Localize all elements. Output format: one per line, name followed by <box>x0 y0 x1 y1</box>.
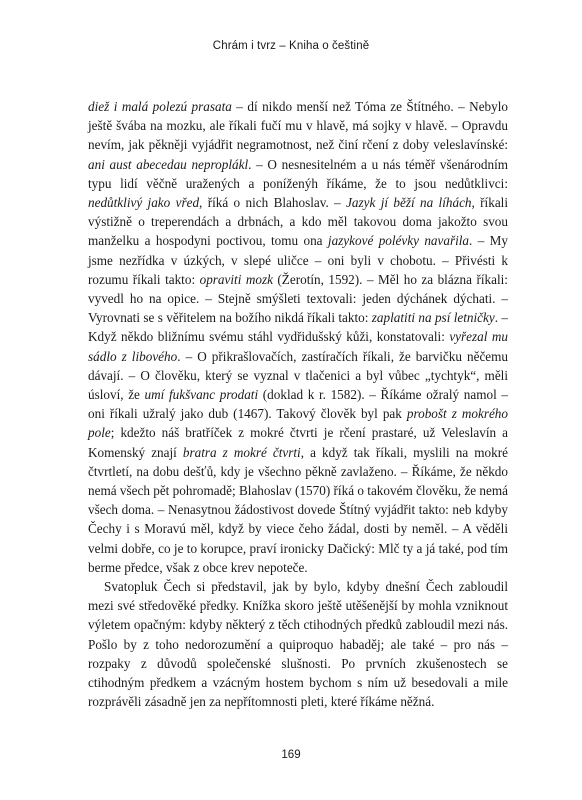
body-text <box>88 97 508 712</box>
text-run: . – O přikrašlovačích, zastírаčích říkali, že barvičku něčemu dávají. – O člověku, který se vyznal v tlačenici a byl vůbec „tychtyk“, měli úsloví, že <box>88 348 508 403</box>
text-run: Svatopluk Čech si představil, jak by bylo, kdyby dnešní Čech zabloudil mezi své středověké předky. Knížka skoro ještě utěšenější by mohla vzniknout výletem opačným: kdyby některý z těch ctihodných předků zabloudil mezi nás. Pošlo by z toho nedorozumění a quiproquo habaděj; ale také – pro nás – rozpaky z důvodů společenské slušnosti. Po prvních zkušenostech se ctihodným předkem a vzácným hostem bychom s ním už besedovali a mile rozprávěli zásadně jen za nepřítomnosti pleti, které říkáme něžná. <box>88 579 508 710</box>
italic-phrase: vyřezal mu sádlo z libového <box>88 329 508 364</box>
text-run: . – My jsme nezřídka v úzkých, v slepé uličce – oni byli v chobotu. – Přivésti k rozumu říkali takto: <box>88 233 508 287</box>
text-run: ; kdežto náš bratříček z mokré čtvrti je rčení prastaré, už Veleslavín a Komenský znají <box>88 425 508 460</box>
italic-phrase: nedůtklivý jako vřed <box>88 195 200 211</box>
italic-phrase: ani aust abecedau neproplákl <box>88 156 249 172</box>
paragraph-2 <box>88 577 508 711</box>
text-run: (doklad k r. 1582). – Říkáme ožralý namol – oni říkali užralý jako dub (1467). Takový člověk byl pak <box>88 387 508 422</box>
italic-phrase: Jazyk jí běží na líhách <box>346 195 472 211</box>
paragraph-1 <box>88 97 508 577</box>
italic-phrase: zaplatiti na psí letničky <box>371 310 495 326</box>
text-run: , říká o nich Blahoslav. – <box>199 195 347 211</box>
text-run: (Žerotín, 1592). – Měl ho za blázna říkali: vyvedl ho na opice. – Stejně smýšleti textovali: jeden dýchánek dýchati. – Vyrovnati se s věřitelem na božího nikdá říkali takto: <box>88 271 508 326</box>
text-run: – dí nikdo menší než Tóma ze Štítného. – Nebylo ještě švába na mozku, ale říkali fučí mu v hlavě, má sojky v hlavě. – Opravdu nevím, jak pěkněji vyjádřit negramotnost, než činí rčení z doby veleslavínské: <box>88 99 509 153</box>
text-run: , říkali výstižně o treperendách a drbnách, a kdo měl takovou doma jakožto svou manželku a hospodyni poctivou, tomu ona <box>88 195 508 249</box>
italic-phrase: probošt z mokrého pole <box>88 406 508 441</box>
running-title: Chrám i tvrz – Kniha o češtině <box>212 40 370 52</box>
italic-phrase: bratra z mokré čtvrti <box>182 444 301 460</box>
text-run: , a když tak říkali, myslili na mokré čtvrtletí, na dobu dešťů, kdy je všechno pěkně zavlaženo. – Říkáme, že někdo nemá všech pět pohromadě; Blahoslav (1570) říká o takovém člověku, že nemá všech doma. – Nenasytnou žádostivost dovede Štítný vyjádřit takto: neb kdyby Čechy i s Moravú měl, když by viece čeho žádal, dosti by neměl. – A věděli velmi dobře, co je to korupce, praví ironicky Dačický: Mlč ty a já také, pod tím berme předce, však z obce krev nepoteče. <box>88 444 508 575</box>
text-run: . – Když někdo bližnímu svému stáhl vydřidušský kůži, konstatovali: <box>88 310 508 345</box>
italic-phrase: diež i malá polezú prasata <box>88 99 232 114</box>
italic-phrase: jazykové polévky navařila <box>327 233 470 249</box>
italic-phrase: umí fukšvanc prodati <box>144 387 259 403</box>
text-run: . – O nesnesitelném a u nás téměř všenárodním typu lidí věčně uražených a poníženýh říkáme, že to jsou nedůtklivci: <box>88 156 508 191</box>
italic-phrase: opraviti mozk <box>199 271 273 287</box>
page-number: 169 <box>281 749 301 761</box>
